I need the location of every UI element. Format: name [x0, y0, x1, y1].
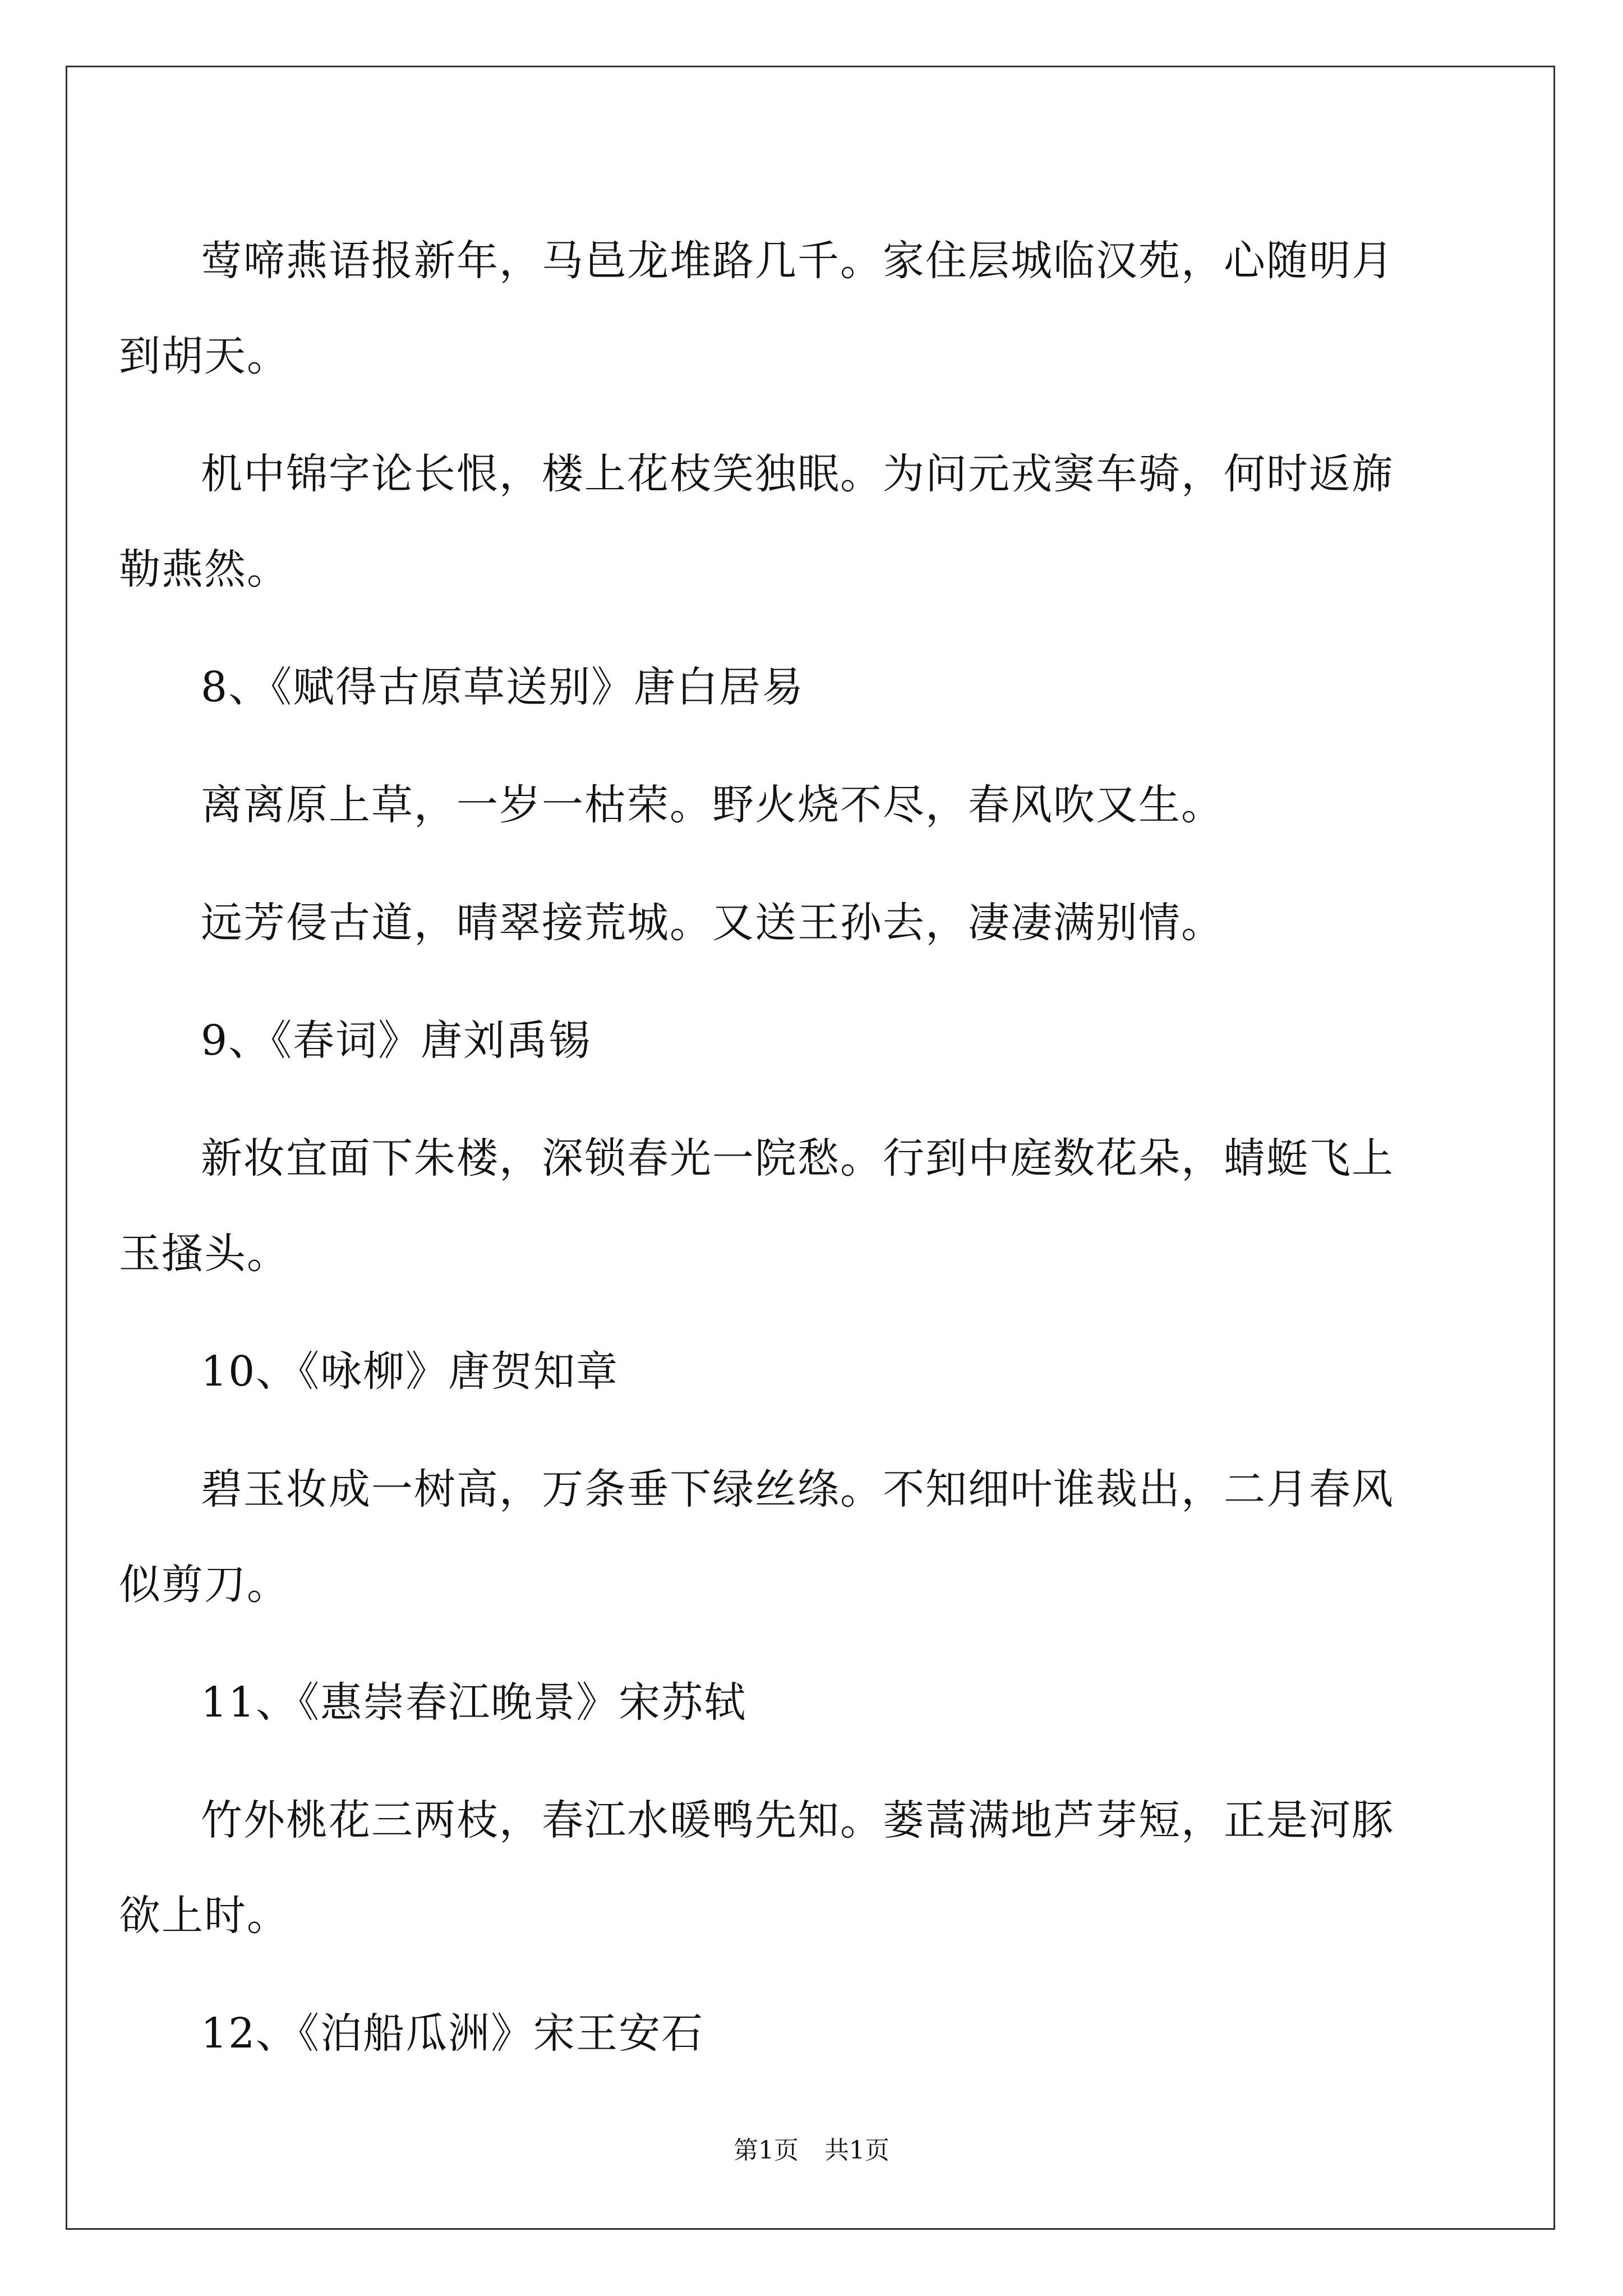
poem-heading: 8、《赋得古原草送别》唐白居易	[201, 663, 805, 711]
poem-paragraph: 远芳侵古道，晴翠接荒城。又送王孙去，凄凄满别情。	[201, 899, 1224, 947]
poem-paragraph: 离离原上草，一岁一枯荣。野火烧不尽，春风吹又生。	[201, 781, 1224, 829]
poem-heading: 12、《泊船瓜洲》宋王安石	[201, 2009, 704, 2058]
poem-paragraph: 莺啼燕语报新年，马邑龙堆路几千。家住层城临汉苑，心随明月到胡天。	[119, 237, 1394, 380]
poem-heading: 9、《春词》唐刘禹锡	[201, 1016, 592, 1065]
poem-heading: 10、《咏柳》唐贺知章	[201, 1347, 619, 1396]
page-footer	[0, 2134, 1623, 2168]
poem-heading: 11、《惠崇春江晚景》宋苏轼	[201, 1678, 747, 1727]
poem-paragraph: 机中锦字论长恨，楼上花枝笑独眠。为问元戎窦车骑，何时返旆勒燕然。	[119, 450, 1394, 593]
poem-paragraph: 竹外桃花三两枝，春江水暖鸭先知。蒌蒿满地芦芽短，正是河豚欲上时。	[119, 1796, 1394, 1940]
poem-paragraph: 碧玉妆成一树高，万条垂下绿丝绦。不知细叶谁裁出，二月春风似剪刀。	[119, 1465, 1394, 1609]
poem-paragraph: 新妆宜面下朱楼，深锁春光一院愁。行到中庭数花朵，蜻蜓飞上玉搔头。	[119, 1134, 1394, 1278]
document-body	[119, 213, 1435, 2104]
page-total: 共1页	[824, 2136, 889, 2165]
page-number: 第1页	[734, 2136, 799, 2165]
